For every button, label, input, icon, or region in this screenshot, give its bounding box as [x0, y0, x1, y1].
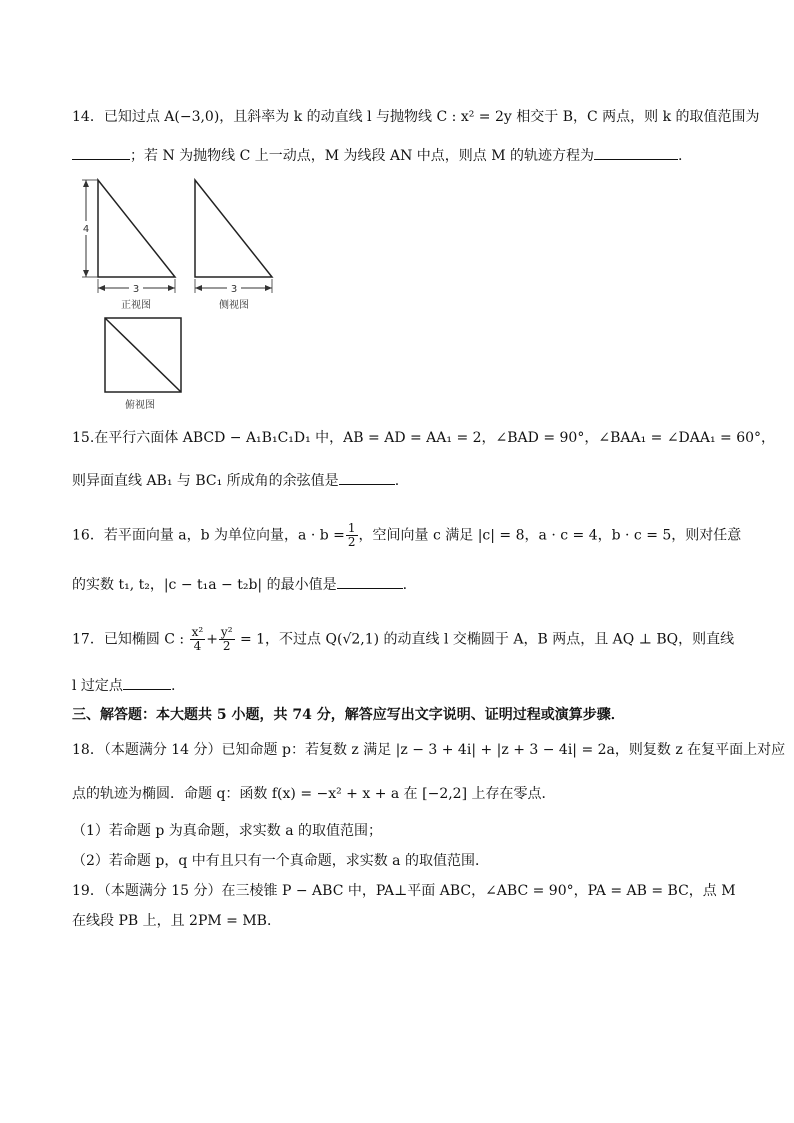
q18-subquestion-2: （2）若命题 p，q 中有且只有一个真命题，求实数 a 的取值范围．	[72, 853, 489, 869]
arrow-right-icon	[168, 285, 175, 291]
q15-text-2: 则异面直线 AB₁ 与 BC₁ 所成角的余弦值是	[72, 473, 339, 489]
fraction-y2-over-2: $\frac{\text{y²}}{2}$	[220, 625, 233, 653]
section-heading-text: 三、解答题：本大题共 5 小题，共 74 分，解答应写出文字说明、证明过程或演算步骤．	[72, 707, 625, 723]
q18-text-2: 点的轨迹为椭圆．命题 q：函数 f(x) = −x² + x + a 在 [−2,2] 上存在零点．	[72, 786, 556, 802]
three-view-figure	[78, 175, 278, 415]
answer-blank	[337, 574, 403, 589]
q15-line1	[72, 428, 775, 448]
q17-text: 17．已知椭圆 C :	[72, 631, 185, 648]
q15-line2	[72, 470, 399, 491]
q14-line1	[72, 107, 760, 127]
q14-line2	[72, 145, 683, 166]
q16-text-b: ，空间向量 c 满足 |c| = 8，a · c = 4，b · c = 5，则对任意	[358, 527, 742, 544]
side-width-label: 3	[230, 284, 238, 295]
section-heading	[72, 705, 625, 725]
q16-line2	[72, 574, 407, 595]
answer-blank	[123, 675, 171, 690]
answer-blank	[594, 145, 678, 160]
period: .	[678, 148, 683, 164]
arrow-right-icon	[265, 285, 272, 291]
side-view-label: 侧视图	[219, 300, 249, 311]
q18-sub1	[72, 821, 382, 841]
period: .	[170, 678, 176, 694]
top-view-label: 俯视图	[125, 400, 155, 411]
q19-text: 19．（本题满分 15 分）在三棱锥 P − ABC 中，PA⊥平面 ABC，∠ABC = 90°，PA = AB = BC，点 M	[72, 883, 736, 899]
q17-line2	[72, 675, 175, 696]
q14-text-2: ；若 N 为抛物线 C 上一动点，M 为线段 AN 中点，则点 M 的轨迹方程为	[130, 148, 595, 164]
fraction-x2-over-4: $\frac{\text{x²}}{4}$	[191, 625, 204, 653]
period: .	[402, 577, 408, 593]
q15-text: 15.在平行六面体 ABCD − A₁B₁C₁D₁ 中，AB = AD = AA₁ = 2，∠BAD = 90°，∠BAA₁ = ∠DAA₁ = 60°，	[72, 430, 776, 446]
q19-line2	[72, 911, 281, 931]
q19-text-2: 在线段 PB 上，且 2PM = MB．	[72, 913, 281, 929]
answer-blank	[339, 470, 395, 485]
q17-line1	[72, 626, 734, 653]
arrow-down-icon	[83, 270, 89, 277]
q18-line2	[72, 784, 556, 804]
q18-line1	[72, 740, 785, 760]
height-dim-label: 4	[82, 224, 90, 235]
fraction-one-half: $\frac{1}{2}$	[347, 521, 356, 549]
q16-text: 16．若平面向量 a，b 为单位向量，a · b =	[72, 527, 345, 544]
q18-sub2	[72, 851, 489, 871]
top-view-diagonal	[105, 318, 181, 392]
front-view-triangle	[98, 180, 175, 277]
q14-text: 14．已知过点 A(−3,0)，且斜率为 k 的动直线 l 与抛物线 C : x² = 2y 相交于 B，C 两点，则 k 的取值范围为	[72, 109, 760, 125]
arrow-left-icon	[98, 285, 105, 291]
q16-text-2: 的实数 t₁, t₂，|c − t₁a − t₂b| 的最小值是	[72, 577, 337, 593]
answer-blank	[72, 145, 130, 160]
side-view-triangle	[195, 180, 272, 277]
q18-subquestion-1: （1）若命题 p 为真命题，求实数 a 的取值范围；	[72, 823, 383, 839]
front-width-label: 3	[132, 284, 140, 295]
arrow-up-icon	[83, 180, 89, 187]
arrow-left-icon	[195, 285, 202, 291]
front-view-label: 正视图	[121, 300, 151, 311]
q17-text-b: = 1，不过点 Q(√2,1) 的动直线 l 交椭圆于 A，B 两点，且 AQ ⊥ BQ，则直线	[239, 631, 735, 648]
q19-line1	[72, 881, 736, 901]
q18-text: 18．（本题满分 14 分）已知命题 p：若复数 z 满足 |z − 3 + 4i| + |z + 3 − 4i| = 2a，则复数 z 在复平面上对应	[72, 742, 786, 758]
period: .	[394, 473, 400, 489]
plus-sign: +	[206, 631, 218, 648]
q17-text-2: l 过定点	[72, 678, 123, 694]
q16-line1	[72, 522, 741, 549]
